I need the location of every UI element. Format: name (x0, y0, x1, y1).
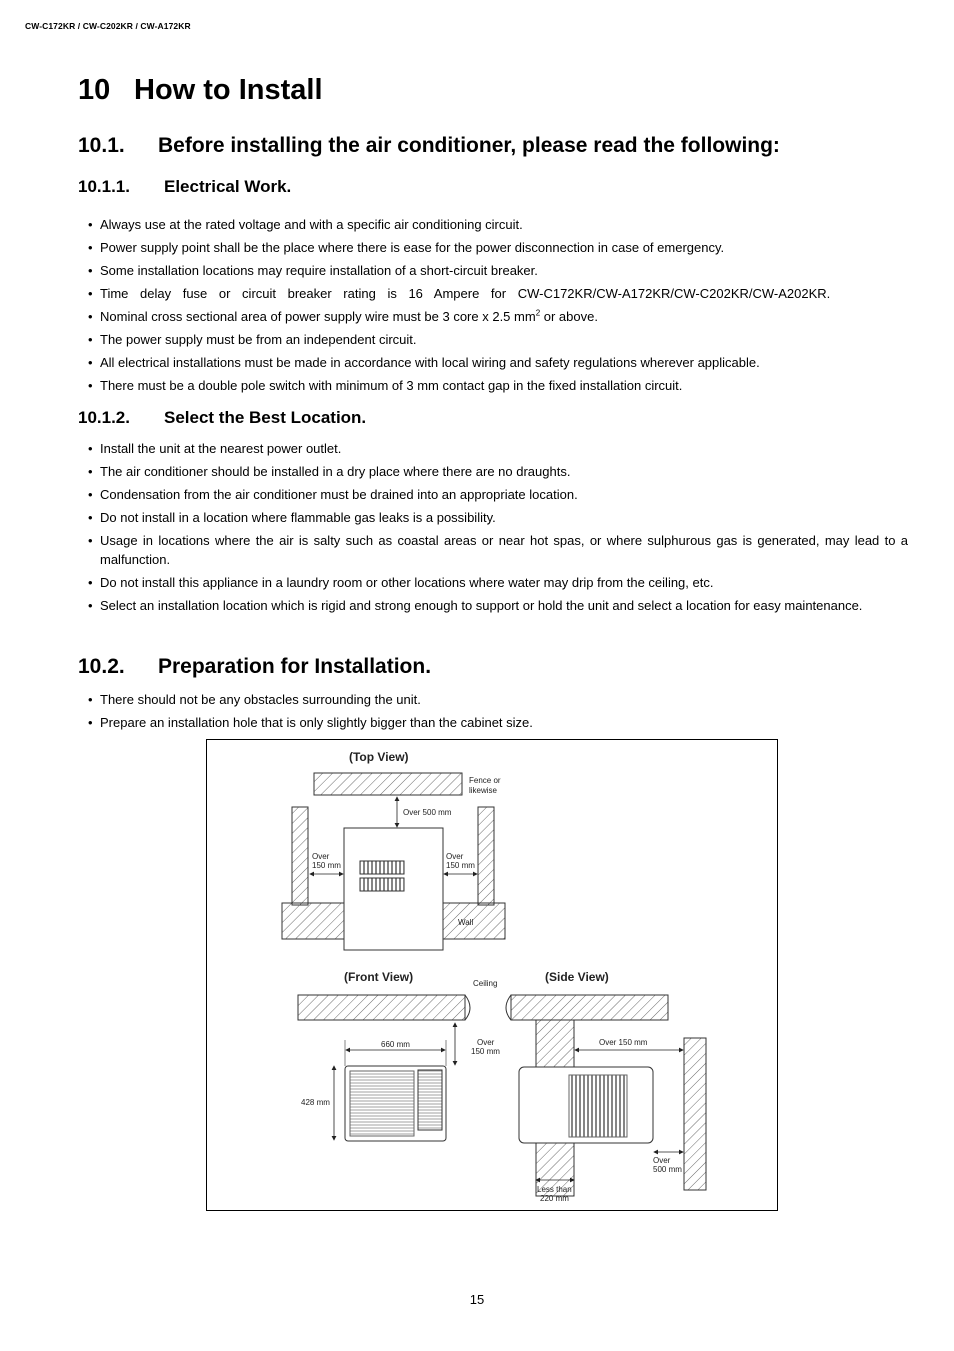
ceiling-break (506, 995, 511, 1020)
side-vents (569, 1075, 627, 1137)
subsection-10-1-1-title (78, 177, 291, 197)
top-view (282, 750, 505, 950)
over150-mid-label: Over (477, 1038, 495, 1047)
list-item: • There should not be any obstacles surrounding the unit. (86, 690, 908, 709)
over150-right-label: Over (446, 852, 464, 861)
over150-left-label: Over (312, 852, 330, 861)
subsection-10-2-text: Preparation for Installation. (158, 655, 432, 678)
list-item-text-end: or above. (540, 309, 598, 324)
over500-top-label: Over 500 mm (403, 808, 452, 817)
fence-label-2: likewise (469, 786, 498, 795)
over150-left-label-2: 150 mm (312, 861, 341, 870)
ceiling-label: Ceiling (473, 979, 498, 988)
over150-mid-label-2: 150 mm (471, 1047, 500, 1056)
list-item: • All electrical installations must be made in accordance with local wiring and safety regulations wherever applicable. (86, 353, 908, 372)
front-view-label: (Front View) (344, 970, 414, 984)
fence-label: Fence or (469, 776, 501, 785)
page-number: 15 (469, 1292, 485, 1307)
less-than-label-2: 220 mm (540, 1194, 569, 1203)
list-item: • The air conditioner should be installed in a dry place where there are no draughts. (86, 462, 908, 481)
subsection-10-1-1-text: Electrical Work. (164, 177, 292, 196)
left-side-wall (292, 807, 308, 905)
subsection-10-1-2-title (78, 408, 366, 428)
preparation-list (86, 690, 908, 736)
width-660-label: 660 mm (381, 1040, 410, 1049)
subsection-10-1-2-text: Select the Best Location. (164, 408, 367, 427)
section-number: 10 (78, 74, 111, 106)
list-item: • Time delay fuse or circuit breaker rating is 16 Ampere for CW-C172KR/CW-A172KR/CW-C202KR/CW-A202KR. (86, 284, 908, 303)
subsection-10-1-1-number: 10.1.1. (78, 177, 130, 196)
front-grille (350, 1071, 414, 1136)
list-item: • Always use at the rated voltage and with a specific air conditioning circuit. (86, 215, 908, 234)
over150-side-label: Over 150 mm (599, 1038, 648, 1047)
best-location-list (86, 439, 908, 619)
subsection-10-1-number: 10.1. (78, 134, 125, 157)
installation-clearance-figure (206, 739, 778, 1211)
list-item: • There must be a double pole switch with minimum of 3 mm contact gap in the fixed installation circuit. (86, 376, 908, 395)
list-item: • Select an installation location which is rigid and strong enough to support or hold the unit and select a location for easy maintenance. (86, 596, 908, 615)
section-title-text: How to Install (134, 74, 323, 106)
top-view-label: (Top View) (349, 750, 409, 764)
front-controls (418, 1070, 442, 1130)
list-item: • Condensation from the air conditioner must be drained into an appropriate location. (86, 485, 908, 504)
ceiling-break (465, 995, 470, 1020)
list-item: • Do not install in a location where flammable gas leaks is a possibility. (86, 508, 908, 527)
side-view-label: (Side View) (545, 970, 609, 984)
ceiling-left (298, 995, 465, 1020)
subsection-10-1-text: Before installing the air conditioner, please read the following: (158, 134, 780, 157)
subsection-10-2-title (78, 655, 431, 679)
list-item: • Power supply point shall be the place where there is ease for the power disconnection in case of emergency. (86, 238, 908, 257)
subsection-10-2-number: 10.2. (78, 655, 125, 678)
header-models: CW-C172KR / CW-C202KR / CW-A172KR (25, 21, 191, 31)
list-item (86, 307, 908, 326)
list-item-text: Nominal cross sectional area of power supply wire must be 3 core x 2.5 mm (100, 309, 536, 324)
list-item: • Prepare an installation hole that is only slightly bigger than the cabinet size. (86, 713, 908, 732)
subsection-10-1-title (78, 134, 780, 158)
section-title (78, 74, 323, 107)
over500-side-label-2: 500 mm (653, 1165, 682, 1174)
front-and-side-view (298, 970, 706, 1203)
superscript: 2 (535, 308, 541, 318)
list-item: • Do not install this appliance in a laundry room or other locations where water may drip from the ceiling, etc. (86, 573, 908, 592)
fence (314, 773, 462, 795)
list-item: • Usage in locations where the air is salty such as coastal areas or near hot spas, or where sulphurous gas is generated, may lead to a malfunction. (86, 531, 908, 569)
over500-side-label: Over (653, 1156, 671, 1165)
list-item: • Install the unit at the nearest power outlet. (86, 439, 908, 458)
less-than-label: Less than (537, 1185, 572, 1194)
right-side-wall (478, 807, 494, 905)
height-428-label: 428 mm (301, 1098, 330, 1107)
subsection-10-1-2-number: 10.1.2. (78, 408, 130, 427)
over150-right-label-2: 150 mm (446, 861, 475, 870)
unit-vent (360, 878, 404, 891)
ceiling-right (511, 995, 668, 1020)
electrical-work-list (86, 215, 908, 399)
clearance-diagram (207, 740, 776, 1209)
list-item: • The power supply must be from an independent circuit. (86, 330, 908, 349)
list-item: • Some installation locations may require installation of a short-circuit breaker. (86, 261, 908, 280)
rear-wall (684, 1038, 706, 1190)
unit-vent (360, 861, 404, 874)
wall-label: Wall (458, 918, 474, 927)
